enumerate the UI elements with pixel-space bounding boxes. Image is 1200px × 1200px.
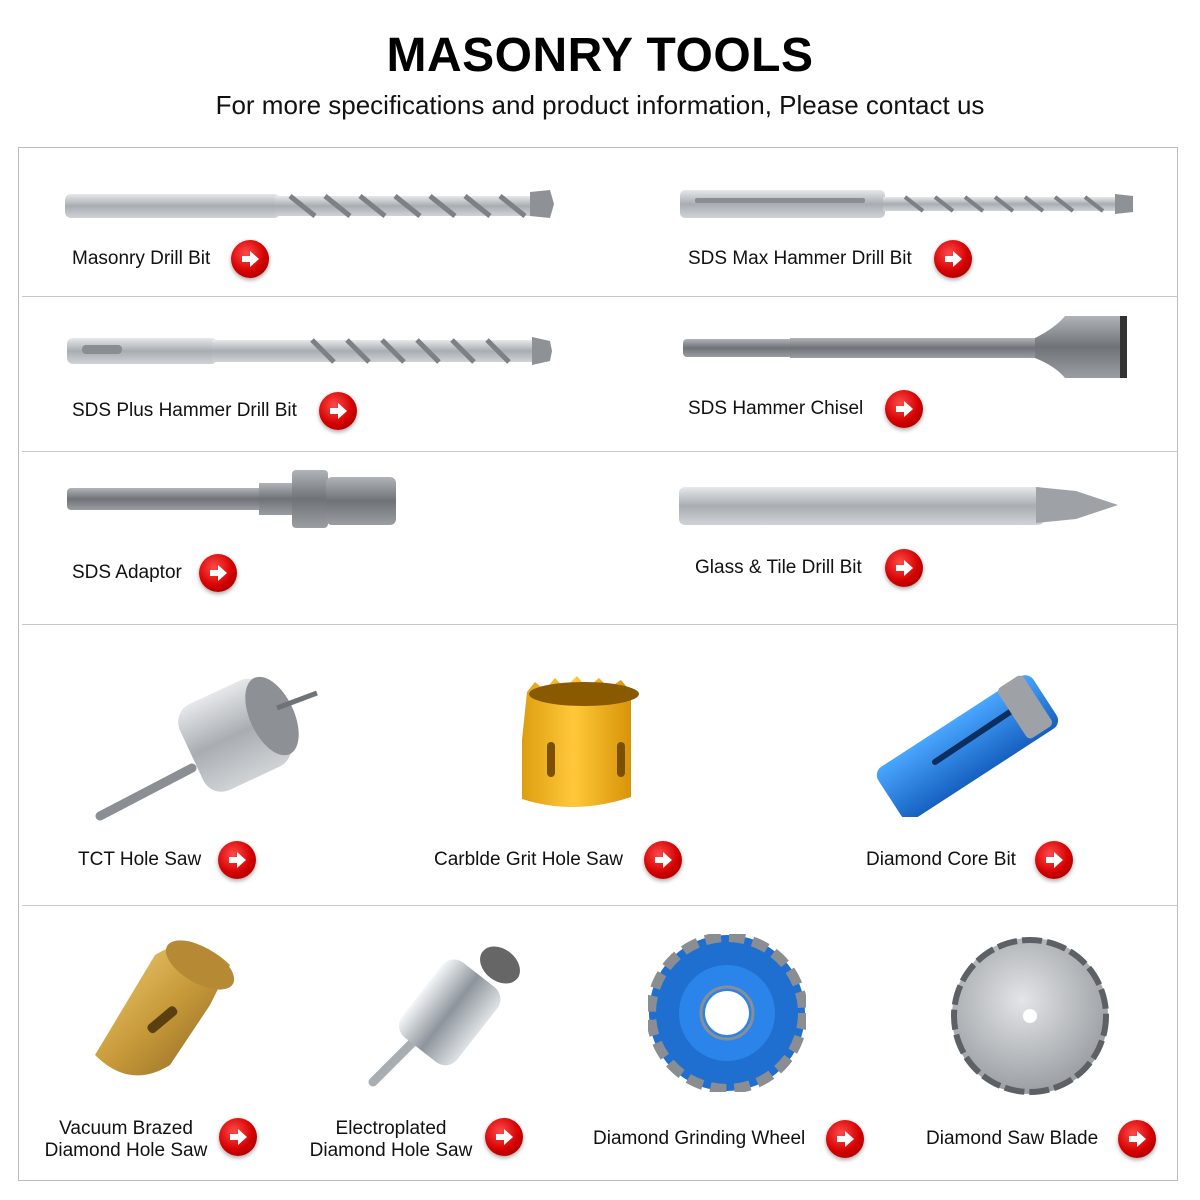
product-label: Diamond Core Bit xyxy=(866,849,1016,870)
carbide-grit-hole-saw-icon xyxy=(522,672,647,817)
sds-adaptor-icon xyxy=(64,465,404,535)
arrow-right-icon[interactable] xyxy=(644,841,682,879)
product-label: Diamond Saw Blade xyxy=(926,1128,1099,1149)
sds-plus-drill-bit-icon xyxy=(62,330,557,372)
product-label: SDS Plus Hammer Drill Bit xyxy=(72,400,297,421)
product-label-line1: Electroplated xyxy=(335,1118,447,1139)
product-label: SDS Hammer Chisel xyxy=(688,398,864,419)
arrow-right-icon[interactable] xyxy=(219,1118,257,1156)
page-subtitle: For more specifications and product information, Please contact us xyxy=(215,90,985,120)
diamond-core-bit-icon xyxy=(860,672,1065,817)
arrow-right-icon[interactable] xyxy=(1035,841,1073,879)
product-label: SDS Adaptor xyxy=(72,562,182,583)
row-divider xyxy=(22,905,1178,906)
product-label-line2: Diamond Hole Saw xyxy=(309,1140,473,1161)
sds-chisel-icon xyxy=(680,312,1135,382)
product-label-line1: Vacuum Brazed xyxy=(59,1118,193,1139)
product-label-line2: Diamond Hole Saw xyxy=(44,1140,208,1161)
masonry-drill-bit-icon xyxy=(60,180,560,230)
product-label: Glass & Tile Drill Bit xyxy=(695,557,862,578)
row-divider xyxy=(22,296,1178,297)
diamond-saw-blade-icon xyxy=(950,936,1110,1096)
product-label: Carblde Grit Hole Saw xyxy=(434,849,624,870)
arrow-right-icon[interactable] xyxy=(218,841,256,879)
arrow-right-icon[interactable] xyxy=(934,240,972,278)
page-title: MASONRY TOOLS xyxy=(386,29,814,82)
sds-max-drill-bit-icon xyxy=(675,185,1145,225)
diamond-grinding-wheel-icon xyxy=(648,934,806,1092)
arrow-right-icon[interactable] xyxy=(231,240,269,278)
arrow-right-icon[interactable] xyxy=(885,390,923,428)
electroplated-hole-saw-icon xyxy=(365,940,535,1090)
arrow-right-icon[interactable] xyxy=(826,1120,864,1158)
arrow-right-icon[interactable] xyxy=(885,549,923,587)
vacuum-brazed-hole-saw-icon xyxy=(85,935,245,1085)
row-divider xyxy=(22,624,1178,625)
glass-tile-drill-bit-icon xyxy=(676,483,1126,528)
product-label: Masonry Drill Bit xyxy=(72,248,211,269)
product-label: SDS Max Hammer Drill Bit xyxy=(688,248,912,269)
arrow-right-icon[interactable] xyxy=(199,554,237,592)
arrow-right-icon[interactable] xyxy=(319,392,357,430)
arrow-right-icon[interactable] xyxy=(1118,1120,1156,1158)
arrow-right-icon[interactable] xyxy=(485,1118,523,1156)
row-divider xyxy=(22,451,1178,452)
product-label: TCT Hole Saw xyxy=(78,849,202,870)
tct-hole-saw-icon xyxy=(92,668,322,823)
product-label: Diamond Grinding Wheel xyxy=(593,1128,806,1149)
